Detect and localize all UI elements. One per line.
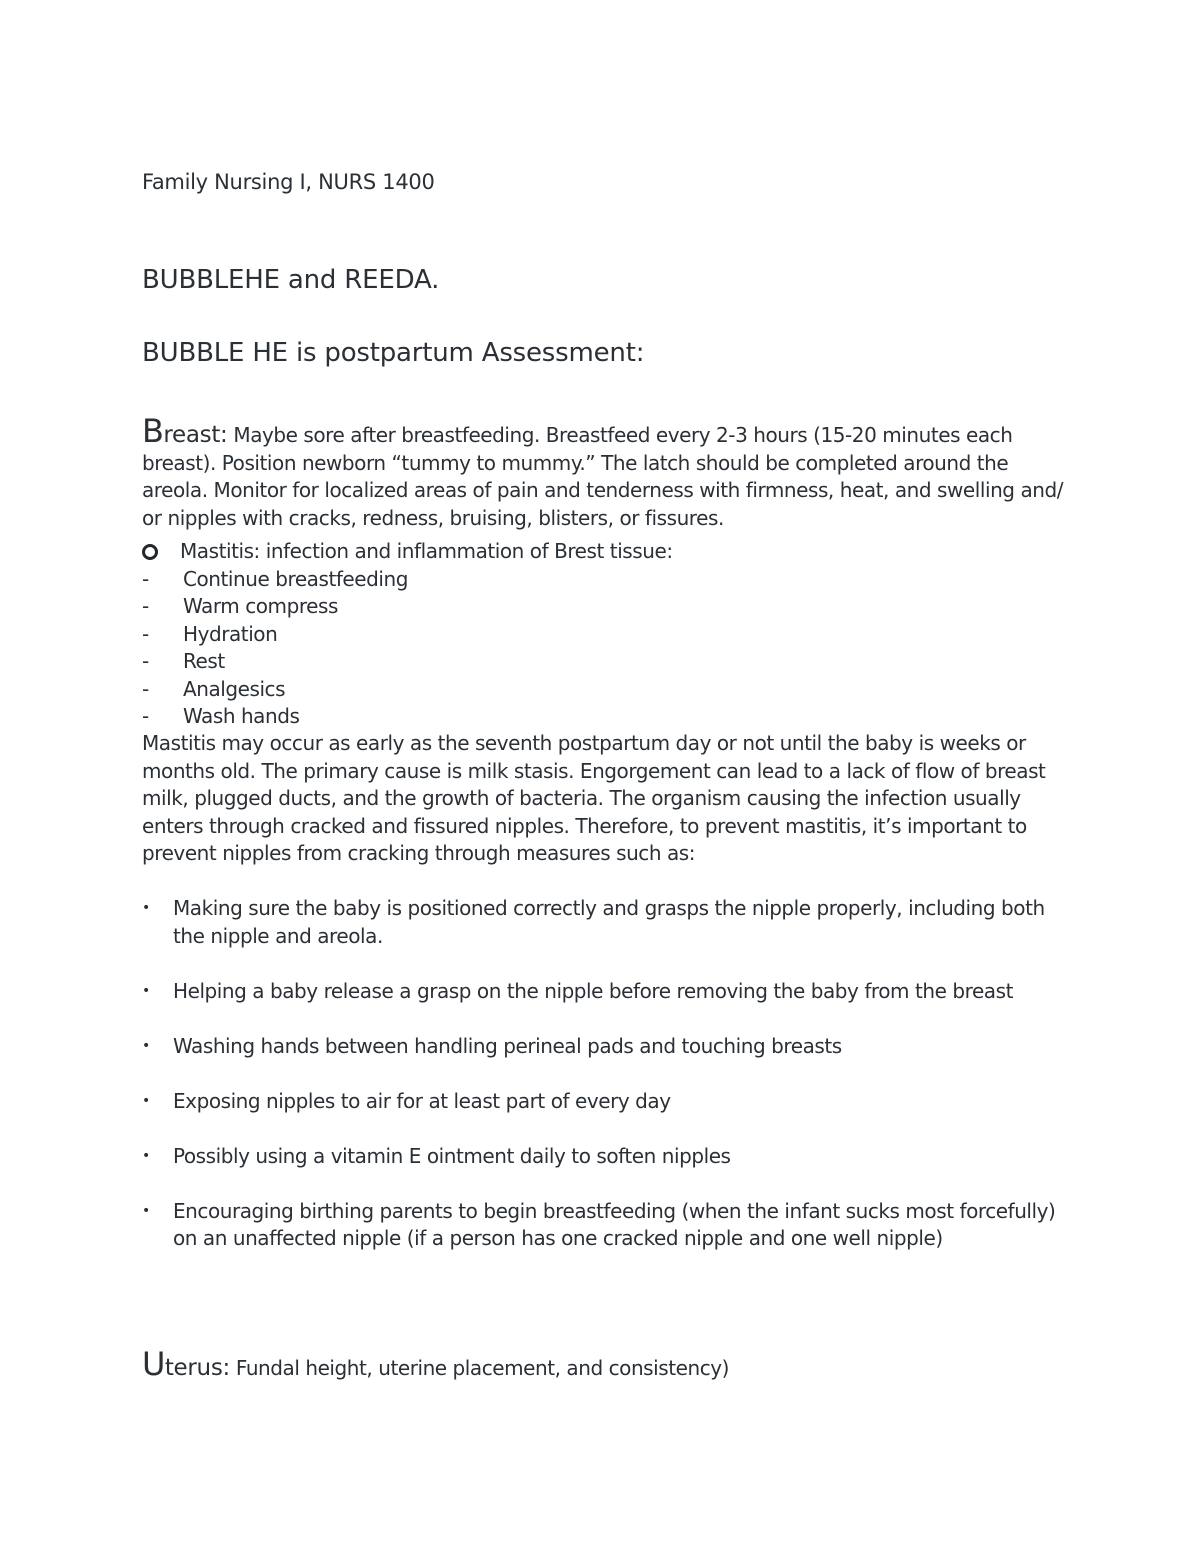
circle-bullet-icon — [142, 544, 158, 560]
dash-bullet-icon: - — [142, 567, 149, 591]
list-item: • Washing hands between handling perineal pads and touching breasts — [142, 1033, 1073, 1061]
bullet-icon: • — [142, 900, 150, 916]
bullet-icon: • — [142, 1202, 150, 1219]
dash-bullet-icon: - — [142, 676, 149, 701]
uterus-section — [142, 1345, 729, 1383]
bullet-icon: • — [142, 1092, 150, 1109]
mastitis-paragraph: Mastitis may occur as early as the seventh postpartum day or not until the baby is weeks or months old. The primary cause is milk stasis. Engorgement can lead to a lack of flow of breast milk, plugged ducts, and the growth of bacteria. The organism causing the infection usually enters through cracked and fissured nipples. Therefore, to prevent mastitis, it’s important to prevent nipples from cracking through measures such as: — [142, 731, 1046, 865]
main-heading: BUBBLEHE and REEDA. — [142, 265, 440, 295]
document-page: Family Nursing I, NURS 1400 BUBBLEHE and REEDA. BUBBLE HE is postpartum Assessment: Breast: Maybe sore after breastfeeding. Breastfeed every 2-3 hours (15-20 minutes each breast). Position newborn “tummy to mummy.” The latch should be completed around the areola. Monitor for localized areas of pain and tenderness with firmness, heat, and swelling and/ or nipples with cracks, redness, bruising, blisters, or fissures. Mastitis: infection and inflammation of Brest tissue: - Continue breastfeeding - Warm compress - Hydration - Rest - Analgesics - Wash hands Mastitis may occur as early as the seventh postpartum day or not until the baby is weeks or months old. The primary cause is milk stasis. Engorgement can lead to a lack of flow of breast milk, plugged ducts, and the growth of bacteria. The organism causing the infection usually enters through cracked and fissured nipples. Therefore, to prevent mastitis, it’s important to prevent nipples from cracking through measures such as: • Making sure the baby is positioned correctly and grasps the nipple properly, including both the nipple and areola. • Helping a baby release a grasp on the nipple before removing the baby from the breast • Washing hands between handling perineal pads and touching breasts • Exposing nipples to air for at least part of every day • Possibly using a vitamin E ointment daily to soften nipples • Encouraging birthing parents to begin breastfeeding (when the infant sucks most forcefully) on an unaffected nipple (if a person has one cracked nipple and one well nipple) Uterus: Fundal height, uterine placement, and consistency) — [142, 0, 1072, 1553]
uterus-initial: U — [142, 1345, 165, 1383]
course-title: Family Nursing I, NURS 1400 — [142, 170, 435, 194]
breast-label: reast: — [163, 422, 228, 448]
prevention-list — [142, 895, 1073, 1280]
dash-bullet-icon: - — [142, 621, 149, 646]
uterus-text: Fundal height, uterine placement, and consistency) — [229, 1356, 729, 1380]
breast-section — [142, 412, 1067, 532]
list-item: • Exposing nipples to air for at least part of every day — [142, 1088, 1073, 1116]
uterus-label: terus: — [164, 1355, 230, 1381]
breast-initial: B — [142, 412, 164, 450]
dash-bullet-icon: - — [142, 649, 149, 674]
breast-text: Maybe sore after breastfeeding. Breastfeed every 2-3 hours (15-20 minutes each breast). Position newborn “tummy to mummy.” The latch should be completed around the areola. Monitor for localized areas of pain and tenderness with firmness, heat, and swelling and/ or nipples with cracks, redness, bruising, blisters, or fissures. — [142, 423, 1064, 530]
bullet-icon: • — [142, 1147, 150, 1164]
bullet-icon: • — [142, 982, 150, 999]
list-item: • Possibly using a vitamin E ointment daily to soften nipples — [142, 1143, 1073, 1171]
dash-bullet-icon: - — [142, 594, 149, 619]
list-item: • Making sure the baby is positioned correctly and grasps the nipple properly, including both the nipple and areola. — [142, 896, 1045, 948]
sub-heading: BUBBLE HE is postpartum Assessment: — [142, 338, 645, 368]
mastitis-heading: Mastitis: infection and inflammation of Brest tissue: — [180, 539, 673, 563]
list-item: • Encouraging birthing parents to begin breastfeeding (when the infant sucks most forcefully) on an unaffected nipple (if a person has one cracked nipple and one well nipple) — [142, 1198, 1056, 1250]
list-item: • Helping a baby release a grasp on the nipple before removing the baby from the breast — [142, 978, 1073, 1006]
dash-bullet-icon: - — [142, 703, 149, 728]
bullet-icon: • — [142, 1037, 150, 1054]
